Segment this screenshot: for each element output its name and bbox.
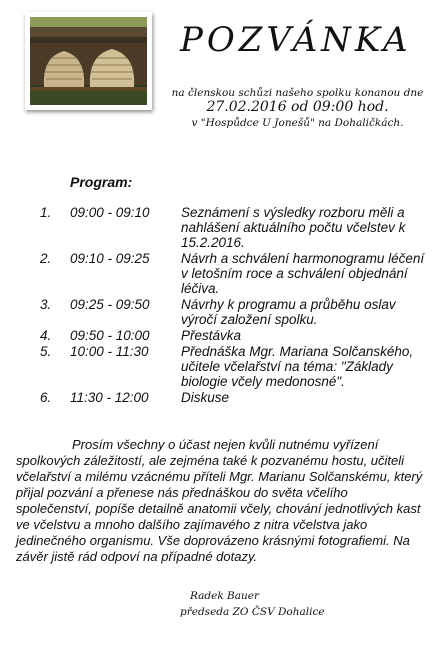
program-list — [40, 205, 430, 406]
signature-name: Radek Bauer — [190, 590, 260, 602]
intro-line-1: na členskou schůzi našeho spolku konanou dne — [171, 87, 424, 99]
program-item-time: 11:30 - 12:00 — [70, 390, 149, 405]
program-item-description: Návrhy k programu a průběhu oslav výročí založení spolku. — [181, 297, 396, 327]
program-item — [40, 328, 430, 343]
program-item-time: 09:00 - 09:10 — [70, 205, 150, 220]
program-item-time: 10:00 - 11:30 — [70, 344, 149, 359]
program-item — [40, 205, 430, 250]
invitation-paragraph — [16, 437, 426, 565]
intro-venue: v "Hospůdce U Jonešů" na Dohaličkách. — [191, 117, 404, 129]
program-item-description: Diskuse — [181, 390, 230, 405]
program-item-description: Návrh a schválení harmonogramu léčení v letošním roce a schválení objednání léčiva. — [181, 251, 425, 296]
intro-date-time: 27.02.2016 od 09:00 hod. — [206, 99, 389, 115]
program-item-time: 09:25 - 09:50 — [70, 297, 150, 312]
program-item — [40, 251, 430, 296]
program-item-number: 3. — [40, 297, 52, 312]
program-item-number: 2. — [40, 251, 52, 266]
program-item-time: 09:50 - 10:00 — [70, 328, 150, 343]
program-item-time: 09:10 - 09:25 — [70, 251, 150, 266]
program-item-description: Přestávka — [181, 328, 242, 343]
program-item-number: 4. — [40, 328, 52, 343]
program-item — [40, 390, 430, 405]
page-title: POZVÁNKA — [180, 20, 412, 60]
invitation-body-text: Prosím všechny o účast nejen kvůli nutnému vyřízení spolkových záležitostí, ale zejména také k pozvanému hostu, učiteli včelařství a milému vzácnému příteli Mgr. Marianu Solčanskému, který přijal pozvání a přenese nás přednáškou do světa včelího společenství, popíše detailně anatomii včely, chování jednotlivých kast ve včelstvu a mnoho dalšího zajímavého z nitra včelstva jako jedinečného organismu. Vše doprovázeno krásnými fotografiemi. Na závěr jistě rád odpoví na případné dotazy. — [16, 437, 423, 564]
signature-role: předseda ZO ČSV Dohalice — [180, 606, 325, 618]
program-item-number: 6. — [40, 390, 52, 405]
straw-skep-beehives-image — [30, 17, 147, 105]
program-item — [40, 297, 430, 327]
program-item-number: 1. — [40, 205, 52, 220]
meeting-intro — [170, 86, 425, 131]
signature-block — [180, 588, 350, 620]
program-item-description: Přednáška Mgr. Mariana Solčanského, učitele včelařství na téma: "Základy biologie včely medonosné". — [181, 344, 414, 389]
program-item — [40, 344, 430, 389]
program-heading: Program: — [70, 174, 133, 190]
program-item-description: Seznámení s výsledky rozboru měli a nahlášení aktuálního počtu včelstev k 15.2.2016. — [181, 205, 406, 250]
beehive-photo — [25, 12, 152, 110]
program-item-number: 5. — [40, 344, 52, 359]
